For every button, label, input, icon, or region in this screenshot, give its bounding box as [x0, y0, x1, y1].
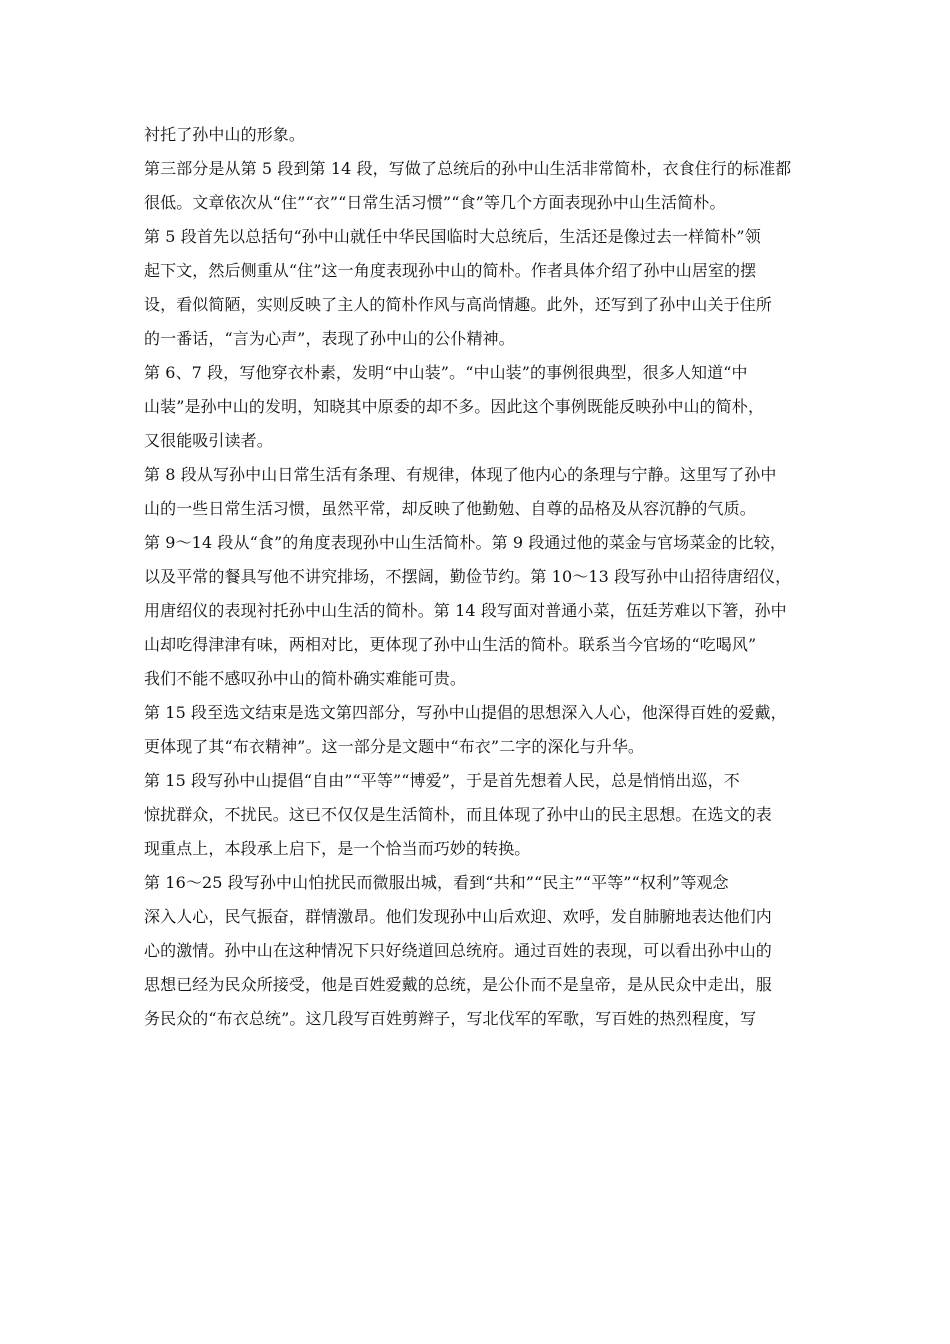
text-line: 惊扰群众，不扰民。这已不仅仅是生活简朴，而且体现了孙中山的民主思想。在选文的表: [144, 805, 772, 824]
text-line: 第 15 段写孙中山提倡“自由”“平等”“博爱”，于是首先想着人民，总是悄悄出巡，不: [144, 771, 740, 790]
text-line: 又很能吸引读者。: [144, 431, 273, 450]
text-line: 设，看似简陋，实则反映了主人的简朴作风与高尚情趣。此外，还写到了孙中山关于住所: [144, 295, 772, 314]
text-line: 第 9～14 段从“食”的角度表现孙中山生活简朴。第 9 段通过他的菜金与官场菜金的比较，: [144, 533, 786, 552]
text-line: 以及平常的餐具写他不讲究排场，不摆阔，勤俭节约。第 10～13 段写孙中山招待唐绍仪，: [144, 567, 792, 586]
text-line: 第三部分是从第 5 段到第 14 段，写做了总统后的孙中山生活非常简朴，衣食住行的标准都: [144, 159, 792, 178]
text-line: 山的一些日常生活习惯，虽然平常，却反映了他勤勉、自尊的品格及从容沉静的气质。: [144, 499, 756, 518]
body-text: [144, 118, 824, 1036]
text-line: 山却吃得津津有味，两相对比，更体现了孙中山生活的简朴。联系当今官场的“吃喝风”: [144, 635, 757, 654]
text-line: 第 6、7 段，写他穿衣朴素，发明“中山装”。“中山装”的事例很典型，很多人知道“中: [144, 363, 748, 382]
text-line: 第 5 段首先以总括句“孙中山就任中华民国临时大总统后，生活还是像过去一样简朴”领: [144, 227, 761, 246]
text-line: 第 8 段从写孙中山日常生活有条理、有规律，体现了他内心的条理与宁静。这里写了孙中: [144, 465, 777, 484]
text-line: 思想已经为民众所接受，他是百姓爱戴的总统，是公仆而不是皇帝，是从民众中走出，服: [144, 975, 772, 994]
text-line: 衬托了孙中山的形象。: [144, 125, 306, 144]
text-line: 现重点上，本段承上启下，是一个恰当而巧妙的转换。: [144, 839, 531, 858]
text-line: 更体现了其“布衣精神”。这一部分是文题中“布衣”二字的深化与升华。: [144, 737, 645, 756]
text-line: 第 15 段至选文结束是选文第四部分，写孙中山提倡的思想深入人心，他深得百姓的爱戴，: [144, 703, 787, 722]
text-line: 第 16～25 段写孙中山怕扰民而微服出城，看到“共和”“民主”“平等”“权利”等观念: [144, 873, 729, 892]
text-line: 用唐绍仪的表现衬托孙中山生活的简朴。第 14 段写面对普通小菜，伍廷芳难以下箸，孙中: [144, 601, 787, 620]
text-line: 的一番话，“言为心声”，表现了孙中山的公仆精神。: [144, 329, 515, 348]
text-line: 起下文，然后侧重从“住”这一角度表现孙中山的简朴。作者具体介绍了孙中山居室的摆: [144, 261, 757, 280]
text-line: 心的激情。孙中山在这种情况下只好绕道回总统府。通过百姓的表现，可以看出孙中山的: [144, 941, 772, 960]
text-line: 很低。文章依次从“住”“衣”“日常生活习惯”“食”等几个方面表现孙中山生活简朴。: [144, 193, 726, 212]
text-line: 务民众的“布衣总统”。这几段写百姓剪辫子，写北伐军的军歌，写百姓的热烈程度，写: [144, 1009, 757, 1028]
text-line: 我们不能不感叹孙中山的简朴确实难能可贵。: [144, 669, 467, 688]
text-line: 深入人心，民气振奋，群情激昂。他们发现孙中山后欢迎、欢呼，发自肺腑地表达他们内: [144, 907, 772, 926]
text-line: 山装”是孙中山的发明，知晓其中原委的却不多。因此这个事例既能反映孙中山的简朴，: [144, 397, 765, 416]
